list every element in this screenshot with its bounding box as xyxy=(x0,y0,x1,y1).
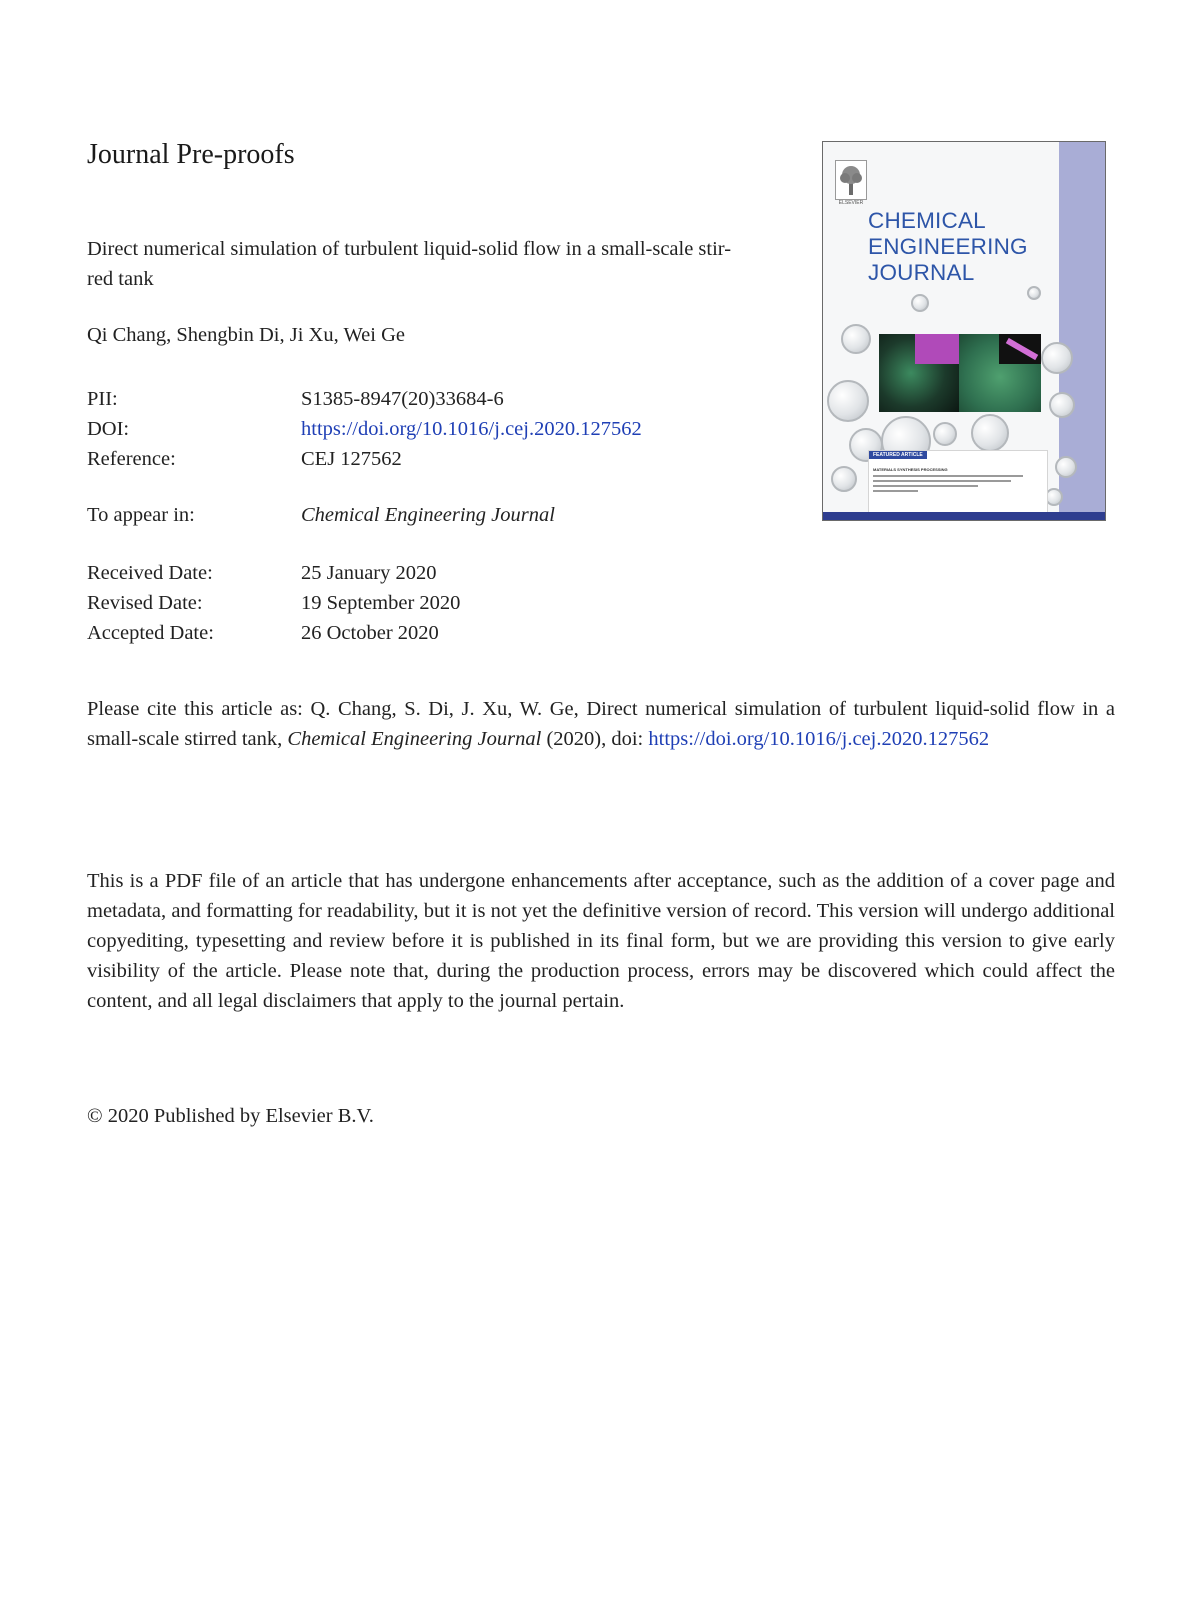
cover-bubble xyxy=(1027,286,1041,300)
pii-row xyxy=(87,384,642,414)
cover-bubble xyxy=(841,324,871,354)
cover-featured-label: FEATURED ARTICLE xyxy=(869,451,927,459)
cover-crystal-inset xyxy=(915,334,959,364)
revised-row xyxy=(87,588,460,618)
citation-paragraph xyxy=(87,694,1115,754)
appear-in-value: Chemical Engineering Journal xyxy=(301,504,555,526)
cover-featured-text-lines xyxy=(873,475,1023,495)
appear-in-row xyxy=(87,500,555,530)
preproof-notice: This is a PDF file of an article that has undergone enhancements after acceptance, such as the addition of a cover page and metadata, and formatting for readability, but it is not yet the definitive version of record. This version will undergo additional copyediting, typesetting and review before it is published in its final form, but we are providing this version to give early visibility of the article. Please note that, during the production process, errors may be discovered which could affect the content, and all legal disclaimers that apply to the journal pertain. xyxy=(87,870,1115,1012)
journal-cover-image xyxy=(822,141,1106,521)
revised-value: 19 September 2020 xyxy=(301,592,461,614)
article-authors: Qi Chang, Shengbin Di, Ji Xu, Wei Ge xyxy=(87,324,405,346)
reference-label: Reference: xyxy=(87,448,176,470)
accepted-value: 26 October 2020 xyxy=(301,622,439,644)
cover-bottom-band xyxy=(823,512,1105,520)
cover-featured-section: MATERIALS SYNTHESIS PROCESSING xyxy=(873,467,948,472)
cover-fiber-inset xyxy=(999,334,1041,364)
cover-title-line-2: ENGINEERING xyxy=(868,234,1028,259)
cover-bubble xyxy=(933,422,957,446)
citation-suffix: (2020), doi: xyxy=(541,728,649,750)
cover-title-line-1: CHEMICAL xyxy=(868,208,986,233)
dates-block xyxy=(87,558,460,648)
received-value: 25 January 2020 xyxy=(301,562,437,584)
cover-bubble xyxy=(827,380,869,422)
reference-value: CEJ 127562 xyxy=(301,448,402,470)
pii-label: PII: xyxy=(87,388,118,410)
cover-bubble xyxy=(1049,392,1075,418)
doi-row xyxy=(87,414,642,444)
doi-label: DOI: xyxy=(87,418,130,440)
accepted-row xyxy=(87,618,460,648)
appear-in-label: To appear in: xyxy=(87,504,195,526)
cover-title-line-3: JOURNAL xyxy=(868,260,975,285)
cover-featured-article-box xyxy=(868,450,1048,514)
pii-value: S1385-8947(20)33684-6 xyxy=(301,388,504,410)
article-title xyxy=(87,234,807,294)
cover-bubble xyxy=(971,414,1009,452)
cover-publisher: ELSEVIER xyxy=(838,200,864,206)
cover-bubble xyxy=(1055,456,1077,478)
identifier-block xyxy=(87,384,642,474)
received-row xyxy=(87,558,460,588)
revised-label: Revised Date: xyxy=(87,592,203,614)
citation-prefix: Please cite this article as: Q. Chang, S. Di, J. Xu, W. Ge, Direct numerical simulation of turbulent liquid-solid flow in a small-scale stirred tank, xyxy=(87,698,1115,750)
cover-bubble xyxy=(831,466,857,492)
citation-doi-link[interactable]: https://doi.org/10.1016/j.cej.2020.127562 xyxy=(648,728,990,750)
article-title-line-2: red tank xyxy=(87,268,154,290)
received-label: Received Date: xyxy=(87,562,213,584)
elsevier-tree-logo-icon xyxy=(835,160,867,200)
citation-journal: Chemical Engineering Journal xyxy=(287,728,542,750)
article-title-line-1: Direct numerical simulation of turbulent liquid-solid flow in a small-scale stir- xyxy=(87,238,732,260)
cover-bubble xyxy=(911,294,929,312)
copyright-notice: © 2020 Published by Elsevier B.V. xyxy=(87,1105,374,1127)
cover-bubble xyxy=(1041,342,1073,374)
journal-pre-proofs-label: Journal Pre-proofs xyxy=(87,139,295,170)
reference-row xyxy=(87,444,642,474)
doi-link[interactable]: https://doi.org/10.1016/j.cej.2020.127562 xyxy=(301,418,642,440)
accepted-label: Accepted Date: xyxy=(87,622,214,644)
cover-journal-title xyxy=(868,208,1028,286)
